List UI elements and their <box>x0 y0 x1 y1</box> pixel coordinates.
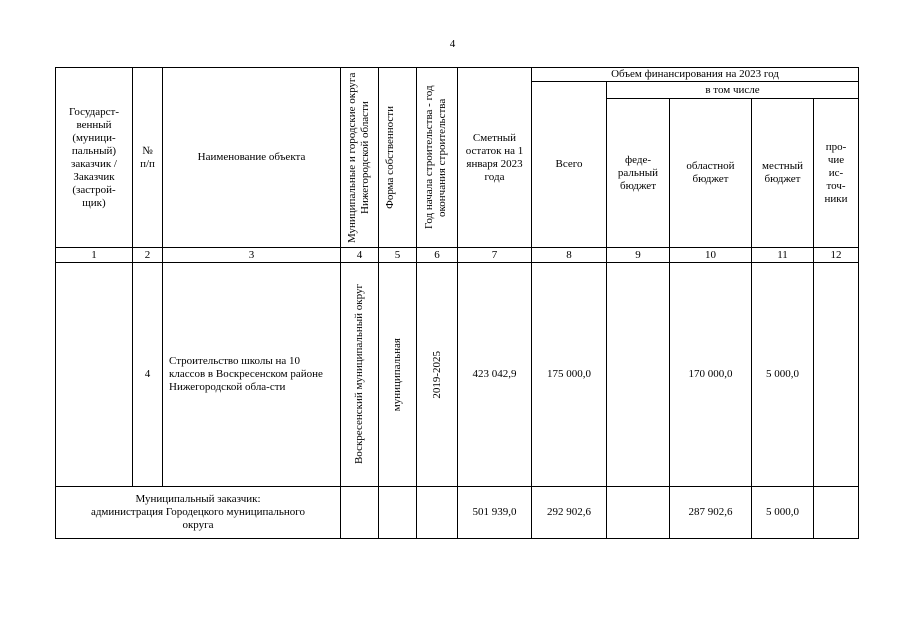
header-federal: феде- ральный бюджет <box>606 98 670 248</box>
row-local: 5 000,0 <box>751 262 814 487</box>
row-estimate: 423 042,9 <box>457 262 532 487</box>
header-district-text: Муниципальные и городские округа Нижегородской области <box>345 72 371 243</box>
summary-total: 292 902,6 <box>531 486 607 539</box>
row-customer <box>55 262 133 487</box>
colnum-11: 11 <box>751 247 814 263</box>
row-total: 175 000,0 <box>531 262 607 487</box>
summary-district <box>340 486 379 539</box>
summary-ownership <box>378 486 417 539</box>
header-including: в том числе <box>606 81 859 99</box>
header-local: местный бюджет <box>751 98 814 248</box>
header-num: № п/п <box>132 67 163 248</box>
colnum-2: 2 <box>132 247 163 263</box>
row-years <box>416 262 458 487</box>
colnum-12: 12 <box>813 247 859 263</box>
header-estimate: Сметный остаток на 1 января 2023 года <box>457 67 532 248</box>
colnum-6: 6 <box>416 247 458 263</box>
colnum-7: 7 <box>457 247 532 263</box>
colnum-10: 10 <box>669 247 752 263</box>
colnum-4: 4 <box>340 247 379 263</box>
row-district <box>340 262 379 487</box>
summary-years <box>416 486 458 539</box>
header-ownership <box>378 67 417 248</box>
colnum-3: 3 <box>162 247 341 263</box>
row-other <box>813 262 859 487</box>
header-other: про- чие ис- точ- ники <box>813 98 859 248</box>
summary-local: 5 000,0 <box>751 486 814 539</box>
row-district-text: Воскресенский муниципальный округ <box>353 284 365 465</box>
header-regional: областной бюджет <box>669 98 752 248</box>
header-customer: Государст- венный (муници- пальный) заказчик / Заказчик (застрой- щик) <box>55 67 133 248</box>
summary-estimate: 501 939,0 <box>457 486 532 539</box>
header-ownership-text: Форма собственности <box>383 106 396 209</box>
summary-label: Муниципальный заказчик: администрация Городецкого муниципального округа <box>55 486 341 539</box>
header-district <box>340 67 379 248</box>
summary-other <box>813 486 859 539</box>
colnum-5: 5 <box>378 247 417 263</box>
summary-federal <box>606 486 670 539</box>
page-number: 4 <box>449 38 456 50</box>
header-financing: Объем финансирования на 2023 год <box>531 67 859 82</box>
row-years-text: 2019-2025 <box>430 350 443 399</box>
header-years-text: Год начала строительства - год окончания строительства <box>423 85 448 230</box>
colnum-1: 1 <box>55 247 133 263</box>
row-num: 4 <box>132 262 163 487</box>
header-object-name: Наименование объекта <box>162 67 341 248</box>
header-total: Всего <box>531 81 607 248</box>
header-years <box>416 67 458 248</box>
row-federal <box>606 262 670 487</box>
row-object-name: Строительство школы на 10 классов в Воскресенском районе Нижегородской обла-сти <box>162 262 341 487</box>
summary-regional: 287 902,6 <box>669 486 752 539</box>
row-regional: 170 000,0 <box>669 262 752 487</box>
colnum-9: 9 <box>606 247 670 263</box>
row-ownership <box>378 262 417 487</box>
row-ownership-text: муниципальная <box>391 337 403 412</box>
colnum-8: 8 <box>531 247 607 263</box>
